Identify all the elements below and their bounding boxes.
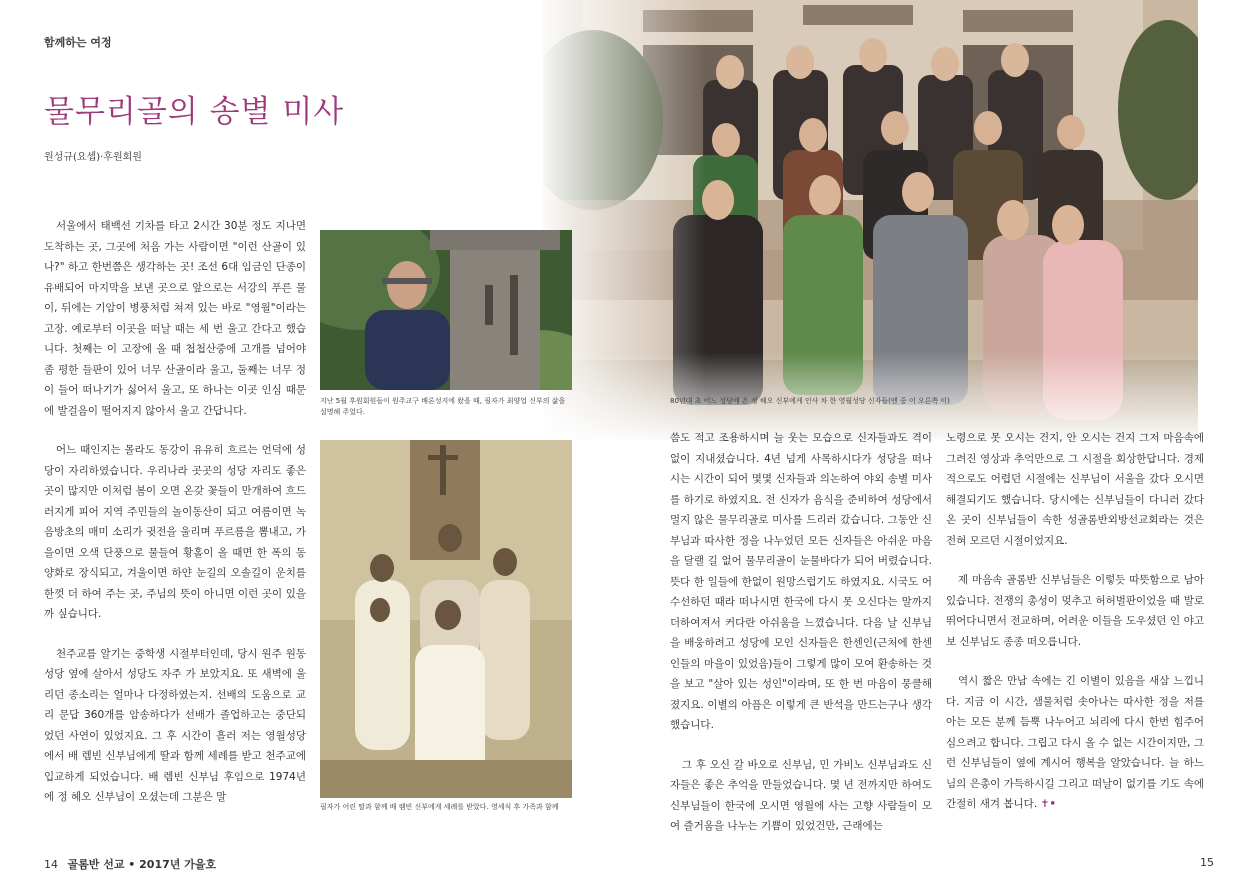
group-photo-large <box>543 0 1198 440</box>
page-number-right: 15 <box>1200 856 1214 869</box>
section-label: 함께하는 여정 <box>44 36 112 49</box>
paragraph <box>946 671 1204 815</box>
baptism-photo-image <box>320 440 572 798</box>
paragraph: 어느 때인지는 몰라도 동강이 유유히 흐르는 언덕에 성당이 자리하였습니다. 우리나라 곳곳의 성당 자리도 좋은 곳이 많지만 이처럼 봄이 오면 온갖 꽃들이 만개하여 흐드러지게 피어 지역 주민들의 놀이동산이 되고 여름이면 녹음방초의 매미 소리가 귓전을 울리며 푸르름을 뽐내고, 가을이면 오색 단풍으로 물들여 황홀이 올 때면 한 폭의 동양화로 장식되고, 겨울이면 하얀 눈길의 오솔길이 운치를 한껏 더 하여 주는 곳, 주님의 뜻이 아니면 이런 곳이 있을까 싶습니다. <box>44 444 306 620</box>
article-column-4 <box>946 428 1204 834</box>
article-column-3 <box>670 428 932 856</box>
paragraph: 노령으로 못 오시는 건지, 안 오시는 건지 그저 마음속에 그려진 영상과 추억만으로 그 시절을 회상한답니다. 경제적으로도 어렵던 시절에는 신부님이 서울을 갔다 오시면 해결되기도 했습니다. 당시에는 신부님들이 다니러 갔다 온 곳이 신부님들이 속한 성골롬반외방선교회라는 것은 전혀 모르던 시절이었지요. <box>946 432 1204 547</box>
speaker-photo-image <box>320 230 572 390</box>
paragraph: 그 후 오신 갈 바오로 신부님, 민 가비노 신부님과도 신자들은 좋은 추억을 만들었습니다. 몇 년 전까지만 하여도 신부님들이 한국에 오시면 영월에 사는 고향 사람들이 모여 즐거움을 나누는 기쁨이 있었건만, 근래에는 <box>670 758 932 832</box>
group-photo-image <box>543 0 1198 440</box>
photo-baptism <box>320 440 572 798</box>
caption-baptism-photo: 필자가 어린 딸과 함께 배 렘빈 신부에게 세례를 받았다. 영세식 후 가족과 함께 <box>320 803 559 811</box>
magazine-name: 골롬반 선교 • 2017년 가을호 <box>67 858 217 871</box>
footer-left <box>44 856 216 872</box>
paragraph: 천주교를 알기는 중학생 시절부터인데, 당시 원주 원동성당 옆에 살아서 성당도 자주 가 보았지요. 또 새벽에 울리던 종소리는 얼마나 다정하였는지. 선배의 도움으로 교리 문답 360개를 암송하다가 선배가 졸업하고는 중단되었던 사연이 있었지요. 그 후 시간이 흘러 저는 영월성당에서 배 렘빈 신부님에게 딸과 함께 세례를 받고 천주교에 입교하게 되었습니다. 배 렘빈 신부님 후임으로 1974년에 정 헤오 신부님이 오셨는데 그분은 말 <box>44 647 306 803</box>
end-mark-icon: ✝• <box>1040 798 1057 810</box>
photo-speaker <box>320 230 572 390</box>
paragraph: 서울에서 태백선 기차를 타고 2시간 30분 정도 지나면 도착하는 곳, 그곳에 처음 가는 사람이면 "이런 산골이 있나?" 하고 한번쯤은 생각하는 곳! 조선 6대 임금인 단종이 유배되어 마지막을 보낸 곳으로 앞으로는 서강의 푸른 물이, 뒤에는 기암이 병풍처럼 쳐져 있는 바로 "영월"이라는 고장. 예로부터 이곳을 떠날 때는 세 번 울고 간다고 했습니다. 첫째는 이 고장에 올 때 첩첩산중에 고개를 넘어야 좀 평한 들판이 있어 너무 산골이라 울고, 둘째는 너무 정이 들어 떠나기가 싫어서 울고, 또 하나는 이곳 인심 때문에 발걸음이 떨어지지 않아서 울고 간답니다. <box>44 220 306 417</box>
paragraph-text: 역시 짧은 만남 속에는 긴 이별이 있음을 새삼 느낍니다. 지금 이 시간, 샘물처럼 솟아나는 따사한 정을 저를 아는 모든 분께 듬뿍 나누어고 뇌리에 다시 한번 힘주어 심으려고 합니다. 그립고 다시 올 수 없는 시간이지만, 그런 신부님들이 옆에 계시어 행복을 알았습니다. 늘 하느님의 은총이 가득하시길 그리고 떠날이 없기를 기도 속에 간절히 새겨 봅니다. <box>946 675 1204 810</box>
article-column-1 <box>44 216 306 827</box>
paragraph: 씀도 적고 조용하시며 늘 웃는 모습으로 신자들과도 격이 없이 지내셨습니다. 4년 넘게 사목하시다가 성당을 떠나시는 시간이 되어 몇몇 신자들과 의논하여 야외 송별 미사를 하기로 하였지요. 전 신자가 음식을 준비하여 성당에서 멀지 않은 물무리골로 미사를 드리러 갔습니다. 그동안 신부님과 따사한 정을 나누었던 모든 신자들은 아쉬운 마음을 달랠 길 없어 물무리골이 눈물바다가 되어 버렸습니다. 뜻다 한 일들에 한없이 원망스럽기도 하였지요. 시국도 어수선하던 때라 떠나시면 한국에 다시 못 오신다는 말까지 더하여져서 커다란 아쉬움을 느꼈습니다. 다음 날 신부님을 배웅하려고 성당에 모인 신자들은 한센인(근처에 한센인들의 마을이 있었음)들이 그렇게 많이 모여 환송하는 것을 보고 "살아 있는 성인"이라며, 또 한 번 마음이 뭉클해졌지요. 이별의 아픔은 이렇게 큰 반석을 만드는구나 생각했습니다. <box>670 432 932 731</box>
article-author: 원성규(요셉)·후원회원 <box>44 152 142 163</box>
page-number-left: 14 <box>44 858 58 871</box>
paragraph: 제 마음속 골롬반 신부님들은 이렇듯 따뜻함으로 남아 있습니다. 전쟁의 총성이 멎추고 허허벌판이었을 때 발로 뛰어다니면서 전교하며, 어려운 이들을 도우셨던 인 야고보 신부님도 종종 떠오릅니다. <box>946 574 1204 648</box>
caption-group-photo: 80년대 초 어느 성당에 온 정 헤오 신부에게 인사 차 한 영월성당 신자들(맨 중 이 오른쪽 이) <box>670 397 950 405</box>
article-title: 물무리골의 송별 미사 <box>44 94 345 130</box>
caption-speaker-photo: 지난 5월 후원회원들이 원주교구 배론성지에 왔을 때, 필자가 최양업 신부의 삶을 설명해 주었다. <box>320 397 566 416</box>
